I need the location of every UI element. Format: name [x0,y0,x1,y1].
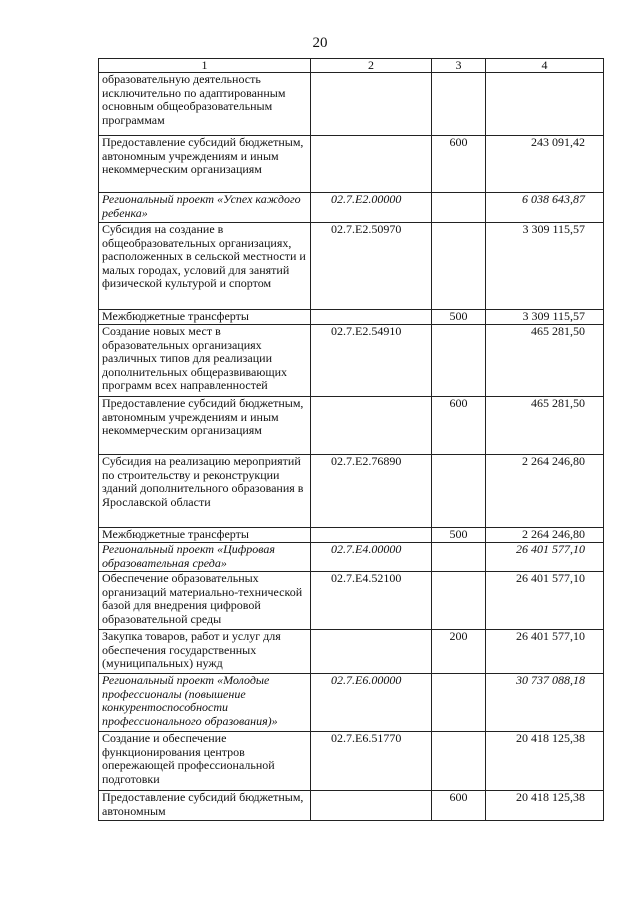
row-code-cell: 02.7.E6.51770 [311,732,432,791]
header-cell-1: 1 [99,59,311,73]
row-type-cell [432,543,486,572]
row-amount-cell: 6 038 643,87 [486,193,604,223]
row-amount-cell: 26 401 577,10 [486,630,604,674]
row-amount-cell: 465 281,50 [486,397,604,455]
row-type-cell: 600 [432,791,486,821]
row-type-cell [432,325,486,397]
row-amount-cell: 2 264 246,80 [486,528,604,543]
row-name-cell: Региональный проект «Цифровая образовательная среда» [99,543,311,572]
table-row [99,674,604,732]
row-name-cell: Создание новых мест в образовательных организациях различных типов для реализации дополнительных общеразвивающих программ всех направленностей [99,325,311,397]
table-header-row [99,59,604,73]
header-cell-2: 2 [311,59,432,73]
table-row [99,325,604,397]
row-name-cell: Региональный проект «Успех каждого ребенка» [99,193,311,223]
row-type-cell [432,572,486,630]
row-code-cell [311,136,432,193]
row-name-cell: Предоставление субсидий бюджетным, автономным учреждениям и иным некоммерческим организациям [99,397,311,455]
row-name-cell: Субсидия на создание в общеобразовательных организациях, расположенных в сельской местности и малых городах, условий для занятий физической культурой и спортом [99,223,311,310]
row-code-cell: 02.7.E2.76890 [311,455,432,528]
row-name-cell: Предоставление субсидий бюджетным, автономным [99,791,311,821]
row-type-cell [432,455,486,528]
row-code-cell: 02.7.E6.00000 [311,674,432,732]
row-name-cell: Региональный проект «Молодые профессионалы (повышение конкурентоспособности профессионального образования)» [99,674,311,732]
row-name-cell: Создание и обеспечение функционирования центров опережающей профессиональной подготовки [99,732,311,791]
row-amount-cell: 243 091,42 [486,136,604,193]
table-row [99,136,604,193]
row-type-cell [432,674,486,732]
row-amount-cell: 3 309 115,57 [486,310,604,325]
row-code-cell: 02.7.E2.54910 [311,325,432,397]
header-cell-3: 3 [432,59,486,73]
table-row [99,791,604,821]
row-name-cell: образовательную деятельность исключительно по адаптированным основным общеобразовательным программам [99,73,311,136]
page-number: 20 [312,35,328,51]
budget-table [98,58,604,821]
row-type-cell: 500 [432,310,486,325]
row-amount-cell: 30 737 088,18 [486,674,604,732]
table-row [99,310,604,325]
row-amount-cell: 20 418 125,38 [486,732,604,791]
row-amount-cell: 26 401 577,10 [486,543,604,572]
table-row [99,630,604,674]
row-code-cell: 02.7.E2.00000 [311,193,432,223]
row-code-cell [311,528,432,543]
row-code-cell [311,73,432,136]
row-amount-cell: 20 418 125,38 [486,791,604,821]
table-row [99,528,604,543]
row-name-cell: Субсидия на реализацию мероприятий по строительству и реконструкции зданий дополнительного образования в Ярославской области [99,455,311,528]
table-row [99,455,604,528]
row-type-cell [432,223,486,310]
row-name-cell: Закупка товаров, работ и услуг для обеспечения государственных (муниципальных) нужд [99,630,311,674]
table-row [99,73,604,136]
row-type-cell: 600 [432,397,486,455]
row-amount-cell: 3 309 115,57 [486,223,604,310]
row-type-cell [432,193,486,223]
row-code-cell: 02.7.E4.00000 [311,543,432,572]
table-row [99,543,604,572]
row-code-cell: 02.7.E4.52100 [311,572,432,630]
row-code-cell [311,630,432,674]
row-code-cell: 02.7.E2.50970 [311,223,432,310]
table-row [99,193,604,223]
table-row [99,397,604,455]
row-code-cell [311,397,432,455]
row-amount-cell: 26 401 577,10 [486,572,604,630]
row-name-cell: Межбюджетные трансферты [99,528,311,543]
row-type-cell: 500 [432,528,486,543]
table-row [99,223,604,310]
row-type-cell [432,732,486,791]
row-name-cell: Обеспечение образовательных организаций материально-технической базой для внедрения цифровой образовательной среды [99,572,311,630]
row-amount-cell [486,73,604,136]
row-type-cell: 600 [432,136,486,193]
row-code-cell [311,791,432,821]
table-row [99,732,604,791]
table-row [99,572,604,630]
header-cell-4: 4 [486,59,604,73]
row-name-cell: Предоставление субсидий бюджетным, автономным учреждениям и иным некоммерческим организациям [99,136,311,193]
row-name-cell: Межбюджетные трансферты [99,310,311,325]
row-type-cell [432,73,486,136]
row-type-cell: 200 [432,630,486,674]
row-amount-cell: 2 264 246,80 [486,455,604,528]
row-amount-cell: 465 281,50 [486,325,604,397]
row-code-cell [311,310,432,325]
